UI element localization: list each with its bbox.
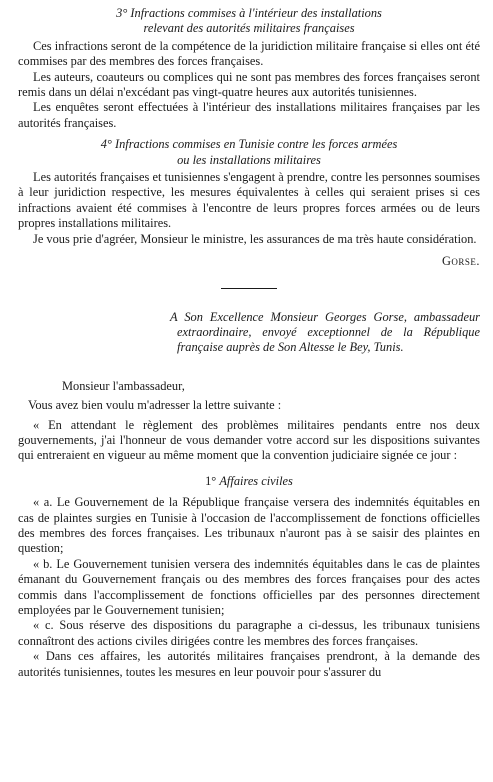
signature: Gorse. (441, 254, 480, 269)
section-3-paragraph: Les auteurs, coauteurs ou complices qui ne sont pas membres des forces françaises seront remis dans un délai n'excédant pas vingt-quatre heures aux autorités tunisiennes. (18, 69, 480, 100)
section-1-paragraph-d: « Dans ces affaires, les autorités militaires françaises prendront, à la demande des autorités tunisiennes, toutes les mesures en leur pouvoir pour s'assurer du (18, 649, 480, 679)
section-1-paragraph-a: « a. Le Gouvernement de la République française versera des indemnités équitables en cas de plaintes surgies en Tunisie à l'occasion de l'accomplissement de fonctions officielles des membres des forces françaises. Les tribunaux n'auront pas à se saisir des plaintes en question; (18, 495, 480, 556)
section-1-paragraph-b: « b. Le Gouvernement tunisien versera des indemnités équitables dans le cas de plaintes émanant du Gouvernement français ou des membres des forces françaises pour des actes commis dans l'accomplissement de fonctions officielles par des personnes directement employées par le Gouvernement tunisien; (18, 556, 480, 617)
section-1-number: 1° (205, 473, 217, 488)
section-4-paragraph: Les autorités françaises et tunisiennes s'engagent à prendre, contre les personnes soumises à leur juridiction respective, les mesures équivalentes à celles qui seraient prises si ces infractions avaient été commises à l'encontre de leurs propres forces armées ou de leurs propres installations militaires. (18, 170, 480, 231)
salutation: Monsieur l'ambassadeur, (62, 378, 185, 393)
closing-formula: Je vous prie d'agréer, Monsieur le ministre, les assurances de ma très haute considération. (33, 231, 477, 246)
section-1-heading (18, 474, 480, 489)
section-4-heading-line-2: ou les installations militaires (177, 152, 321, 167)
section-3-heading-line-1: 3° Infractions commises à l'intérieur des installations (116, 6, 382, 20)
section-1-paragraph-c: « c. Sous réserve des dispositions du paragraphe a ci-dessus, les tribunaux tunisiens connaîtront des actions civiles dirigées contre les membres des forces françaises. (18, 618, 480, 648)
section-3-paragraph: Ces infractions seront de la compétence de la juridiction militaire française si elles ont été commises par des membres des forces françaises. (18, 38, 480, 69)
separator-rule (221, 288, 277, 289)
section-4-heading-line-1: 4° Infractions commises en Tunisie contre les forces armées (100, 137, 398, 152)
letter-opening: « En attendant le règlement des problèmes militaires pendants entre nos deux gouvernements, j'ai l'honneur de vous demander votre accord sur les dispositions suivantes qui entreraient en vigueur au même moment que la convention judiciaire signée ce jour : (18, 417, 480, 463)
letter-intro: Vous avez bien voulu m'adresser la lettre suivante : (28, 398, 282, 413)
section-1-title: Affaires civiles (219, 473, 293, 488)
recipient-address: A Son Excellence Monsieur Georges Gorse, ambassadeur extraordinaire, envoyé exceptionnel de la République française auprès de Son Altesse le Bey, Tunis. (170, 309, 480, 355)
section-3-paragraph: Les enquêtes seront effectuées à l'intérieur des installations militaires françaises par les autorités françaises. (18, 100, 480, 130)
section-3-heading-line-2: relevant des autorités militaires françaises (143, 21, 355, 36)
